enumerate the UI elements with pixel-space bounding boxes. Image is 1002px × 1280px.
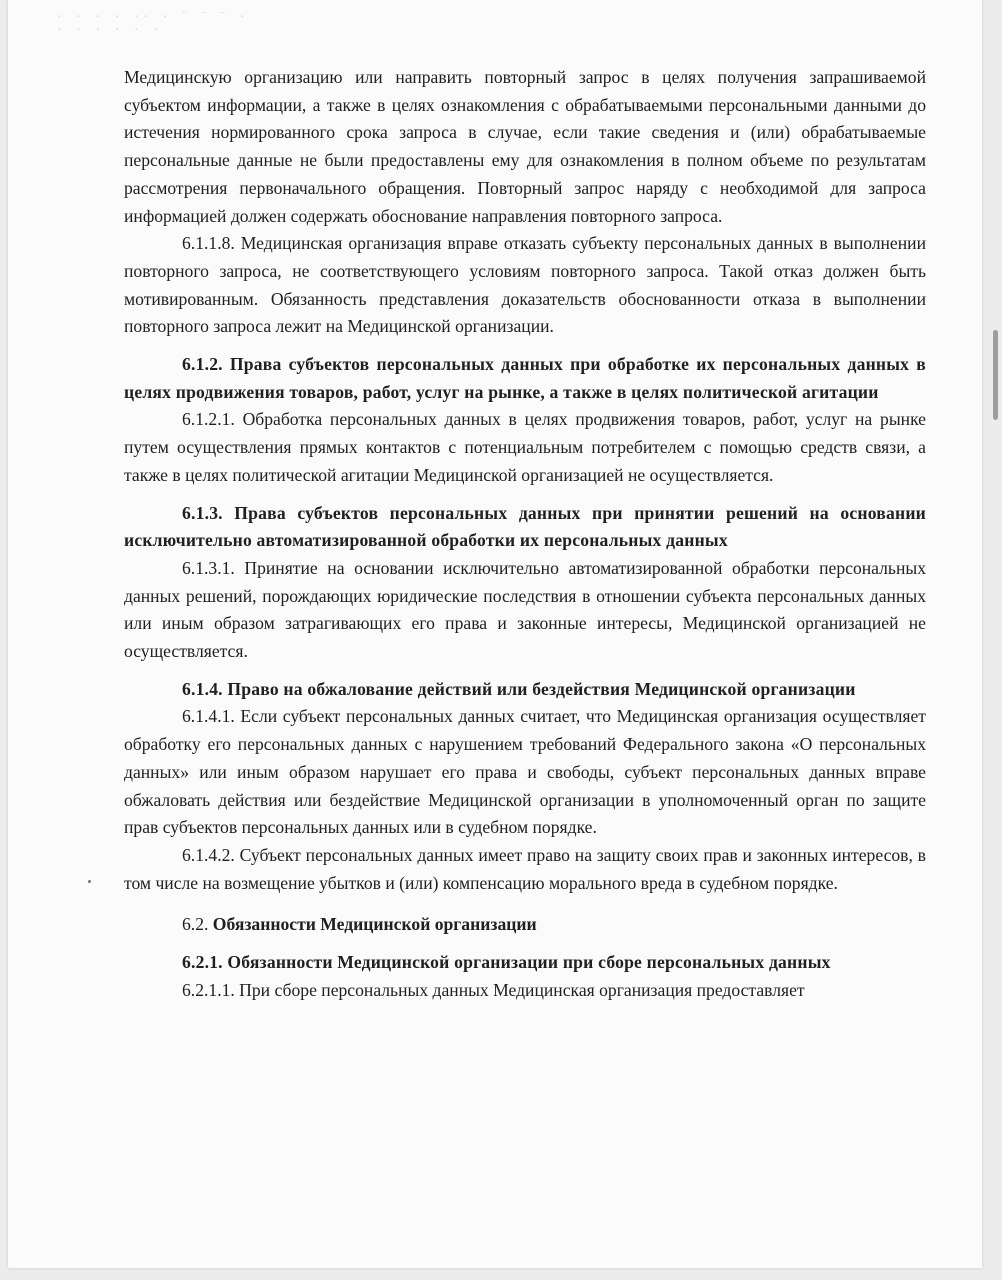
paragraph-6-1-3-1: 6.1.3.1. Принятие на основании исключительно автоматизированной обработки персональных данных решений, порождающих юридические последствия в отношении субъекта персональных данных или иным образом затрагивающих его права и законные интересы, Медицинской организацией не осуществляется.	[124, 557, 926, 662]
heading-6-1-4: 6.1.4. Право на обжалование действий или бездействия Медицинской организации	[182, 678, 856, 699]
scan-speck	[88, 880, 91, 883]
heading-6-1-3: 6.1.3. Права субъектов персональных данных при принятии решений на основании исключительно автоматизированной обработки их персональных данных	[124, 502, 926, 551]
paragraph-6-2-1-1: 6.2.1.1. При сборе персональных данных Медицинская организация предоставляет	[182, 979, 805, 1000]
smudge-line-1: · · · · ·· · ¨ ¨ ¨ ·	[56, 10, 249, 23]
heading-6-2-1: 6.2.1. Обязанности Медицинской организации при сборе персональных данных	[182, 952, 831, 973]
paragraph-6-1-2-1: 6.1.2.1. Обработка персональных данных в целях продвижения товаров, работ, услуг на рынке путем осуществления прямых контактов с потенциальным потребителем с помощью средств связи, а также в целях политической агитации Медицинской организацией не осуществляется.	[124, 409, 926, 485]
scan-header-smudge	[56, 10, 416, 50]
paragraph-6-1-4-1: 6.1.4.1. Если субъект персональных данных считает, что Медицинская организация осуществляет обработку его персональных данных с нарушением требований Федерального закона «О персональных данных» или иным образом нарушает его права и свободы, субъект персональных данных вправе обжаловать действия или бездействие Медицинской организации в уполномоченный орган по защите прав субъектов персональных данных или в судебном порядке.	[124, 706, 926, 838]
scrollbar-thumb[interactable]	[993, 330, 998, 420]
heading-6-2	[124, 911, 926, 939]
heading-6-1-2: 6.1.2. Права субъектов персональных данных при обработке их персональных данных в целях продвижения товаров, работ, услуг на рынке, а также в целях политической агитации	[124, 354, 926, 402]
paragraph-6-1-4-2: 6.1.4.2. Субъект персональных данных имеет право на защиту своих прав и законных интересов, в том числе на возмещение убытков и (или) компенсацию морального вреда в судебном порядке.	[124, 844, 926, 893]
smudge-line-2: · · · · · ·	[56, 23, 162, 36]
heading-6-2-title: Обязанности Медицинской организации	[212, 914, 537, 935]
heading-6-2-number: 6.2.	[182, 914, 209, 935]
paragraph-6-1-1-8: 6.1.1.8. Медицинская организация вправе отказать субъекту персональных данных в выполнении повторного запроса, не соответствующего условиям повторного запроса. Такой отказ должен быть мотивированным. Обязанность представления доказательств обоснованности отказа в выполнении повторного запроса лежит на Медицинской организации.	[124, 233, 926, 337]
document-page	[8, 0, 982, 1268]
paragraph-continuation: Медицинскую организацию или направить повторный запрос в целях получения запрашиваемой субъектом информации, а также в целях ознакомления с обрабатываемыми персональными данными до истечения нормированного срока запроса в случае, если такие сведения и (или) обрабатываемые персональные данные не были предоставлены ему для ознакомления в полном объеме по результатам рассмотрения первоначального обращения. Повторный запрос наряду с необходимой для запроса информацией должен содержать обоснование направления повторного запроса.	[124, 67, 926, 226]
document-body	[124, 64, 926, 1005]
